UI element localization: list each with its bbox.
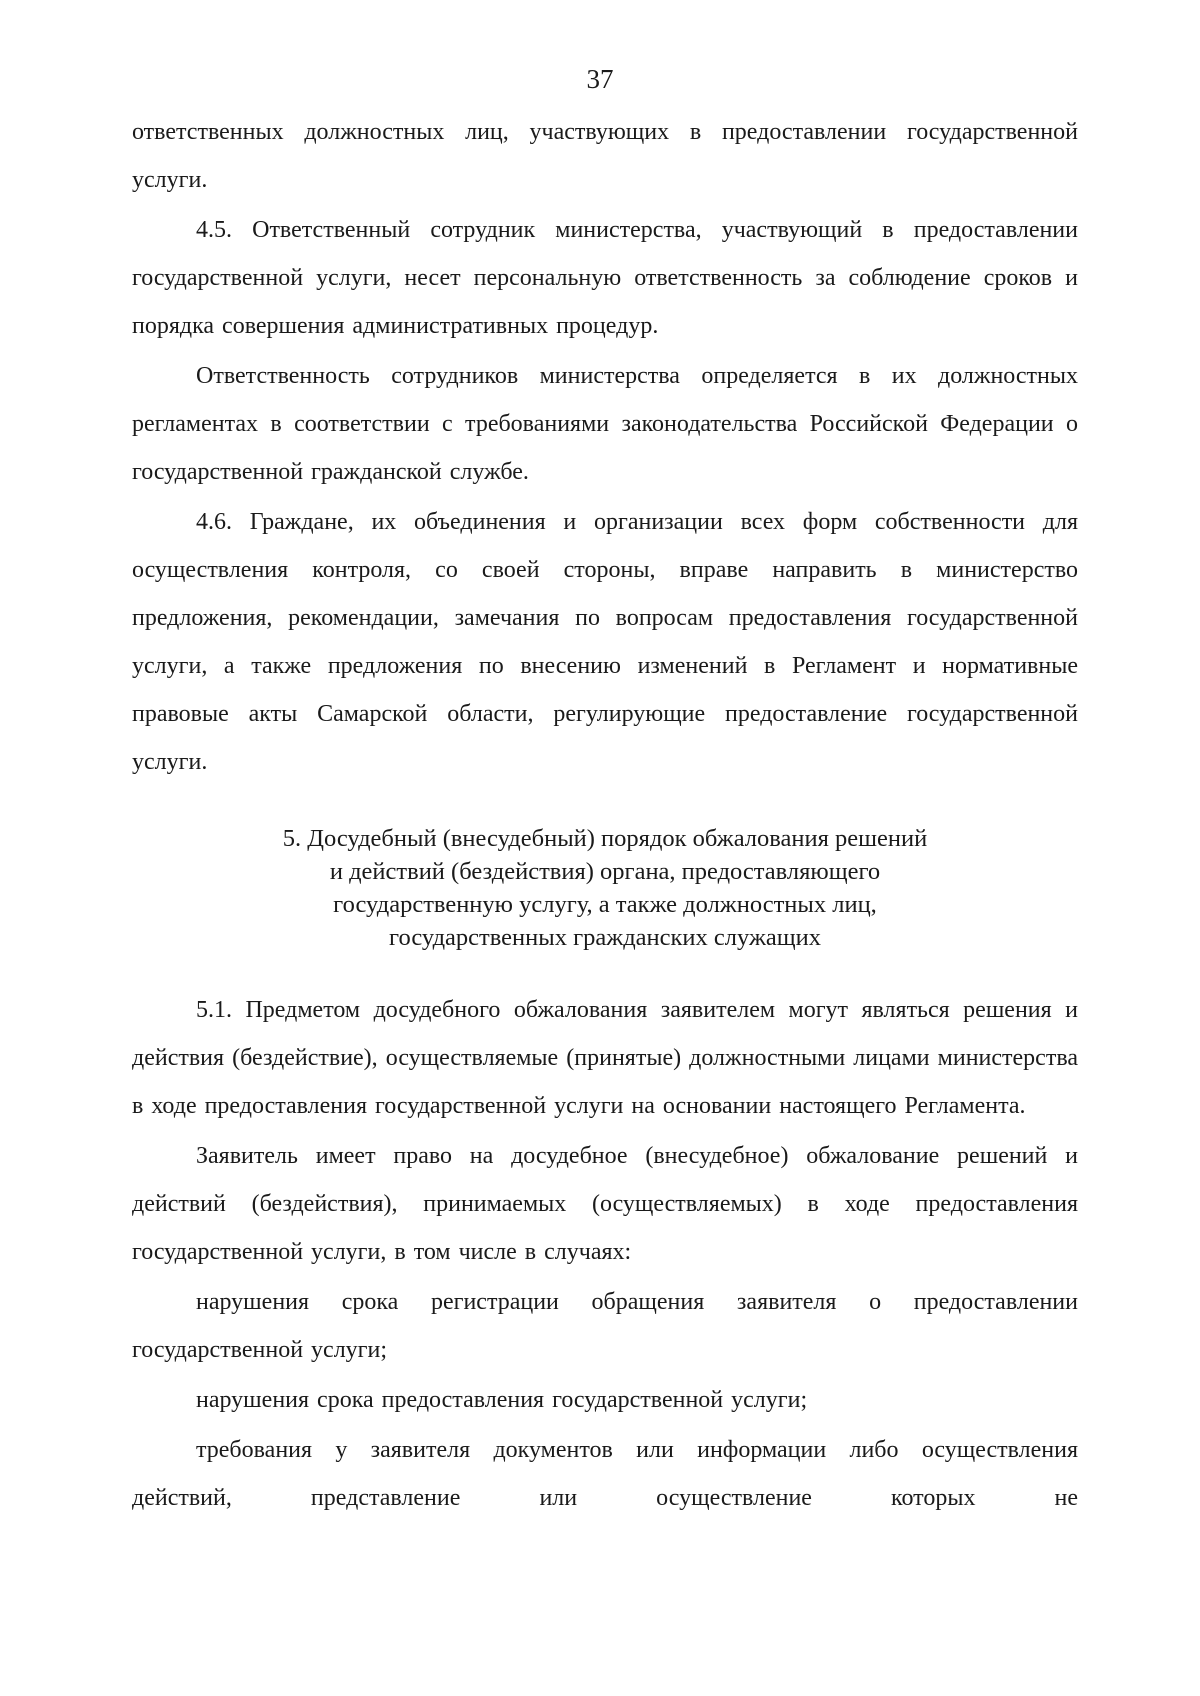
section-5-heading [132, 822, 1078, 954]
paragraph-applicant-right: Заявитель имеет право на досудебное (внесудебное) обжалование решений и действий (бездействия), принимаемых (осуществляемых) в ходе предоставления государственной услуги, в том числе в случаях: [132, 1143, 1078, 1265]
paragraph-responsibility: Ответственность сотрудников министерства определяется в их должностных регламентах в соответствии с требованиями законодательства Российской Федерации о государственной гражданской службе. [132, 363, 1078, 485]
paragraph-5-1: 5.1. Предметом досудебного обжалования заявителем могут являться решения и действия (бездействие), осуществляемые (принятые) должностными лицами министерства в ходе предоставления государственной услуги на основании настоящего Регламента. [132, 997, 1078, 1119]
document-body [132, 108, 1078, 1522]
list-item-registration-violation: нарушения срока регистрации обращения заявителя о предоставлении государственной услуги; [132, 1289, 1078, 1363]
list-item-deadline-violation: нарушения срока предоставления государственной услуги; [196, 1387, 808, 1413]
heading-line: государственную услугу, а также должностных лиц, [333, 891, 877, 918]
heading-line: государственных гражданских служащих [389, 924, 821, 951]
paragraph-4-5: 4.5. Ответственный сотрудник министерства, участвующий в предоставлении государственной услуги, несет персональную ответственность за соблюдение сроков и порядка совершения административных процедур. [132, 217, 1078, 339]
paragraph-4-6: 4.6. Граждане, их объединения и организации всех форм собственности для осуществления контроля, со своей стороны, вправе направить в министерство предложения, рекомендации, замечания по вопросам предоставления государственной услуги, а также предложения по внесению изменений в Регламент и нормативные правовые акты Самарской области, регулирующие предоставление государственной услуги. [132, 509, 1078, 775]
page-number: 37 [586, 64, 614, 94]
heading-line: 5. Досудебный (внесудебный) порядок обжалования решений [282, 825, 928, 852]
list-item-document-requirement: требования у заявителя документов или информации либо осуществления действий, представление или осуществление которых не [132, 1437, 1078, 1511]
heading-line: и действий (бездействия) органа, предоставляющего [329, 858, 881, 885]
paragraph-continuation: ответственных должностных лиц, участвующих в предоставлении государственной услуги. [132, 119, 1078, 193]
